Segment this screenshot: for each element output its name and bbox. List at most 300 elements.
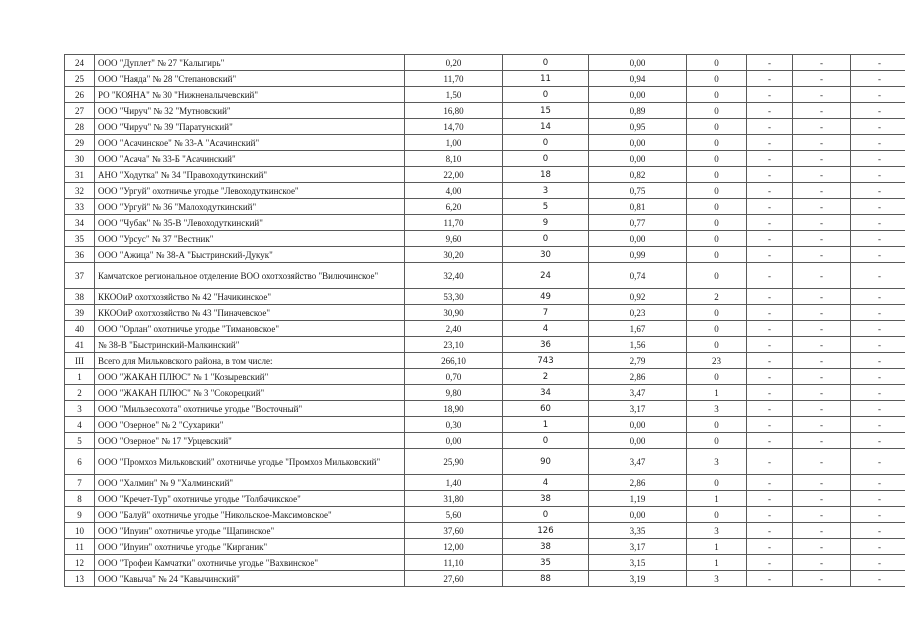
empty-cell-3: - <box>851 183 905 199</box>
density-cell: 0,75 <box>589 183 687 199</box>
organization-name-cell: ООО "Асачинское" № 33-А "Асачинский" <box>95 135 405 151</box>
organization-name-cell: ООО "Чируч" № 39 "Паратунский" <box>95 119 405 135</box>
empty-cell-1: - <box>747 353 793 369</box>
row-number-cell: 11 <box>65 539 95 555</box>
empty-cell-3: - <box>851 539 905 555</box>
area-cell: 14,70 <box>405 119 503 135</box>
count-cell: 18 <box>503 167 589 183</box>
empty-cell-2: - <box>793 433 851 449</box>
organization-name-cell: ООО "Халмин" № 9 "Халминский" <box>95 475 405 491</box>
empty-cell-1: - <box>747 103 793 119</box>
density-cell: 3,47 <box>589 449 687 475</box>
count-cell: 38 <box>503 539 589 555</box>
table-row <box>65 337 905 353</box>
quota-cell: 3 <box>687 523 747 539</box>
row-number-cell: 8 <box>65 491 95 507</box>
empty-cell-1: - <box>747 183 793 199</box>
row-number-cell: 31 <box>65 167 95 183</box>
organization-name-cell: ООО "Ажица" № 38-А "Быстринский-Дукук" <box>95 247 405 263</box>
empty-cell-2: - <box>793 247 851 263</box>
empty-cell-2: - <box>793 539 851 555</box>
organization-name-cell: ООО "ЖАКАН ПЛЮС" № 1 "Козыревский" <box>95 369 405 385</box>
count-cell: 0 <box>503 55 589 71</box>
empty-cell-1: - <box>747 491 793 507</box>
density-cell: 1,67 <box>589 321 687 337</box>
density-cell: 0,00 <box>589 55 687 71</box>
empty-cell-3: - <box>851 337 905 353</box>
organization-name-cell: ООО "Чируч" № 32 "Мутновский" <box>95 103 405 119</box>
table-row <box>65 539 905 555</box>
empty-cell-3: - <box>851 305 905 321</box>
empty-cell-3: - <box>851 289 905 305</box>
organization-name-cell: ООО "Асача" № 33-Б "Асачинский" <box>95 151 405 167</box>
table-row <box>65 183 905 199</box>
empty-cell-3: - <box>851 571 905 587</box>
quota-cell: 0 <box>687 337 747 353</box>
table-row <box>65 71 905 87</box>
empty-cell-3: - <box>851 475 905 491</box>
empty-cell-1: - <box>747 199 793 215</box>
area-cell: 32,40 <box>405 263 503 289</box>
density-cell: 3,17 <box>589 401 687 417</box>
organization-name-cell: ККООиР охотхозяйство № 43 "Пиначевское" <box>95 305 405 321</box>
quota-cell: 3 <box>687 571 747 587</box>
hunting-grounds-table <box>64 54 905 587</box>
row-number-cell: 40 <box>65 321 95 337</box>
quota-cell: 1 <box>687 491 747 507</box>
table-body <box>65 55 905 587</box>
organization-name-cell: ООО "Трофеи Камчатки" охотничье угодье "Вахвинское" <box>95 555 405 571</box>
area-cell: 11,70 <box>405 215 503 231</box>
density-cell: 0,74 <box>589 263 687 289</box>
density-cell: 0,94 <box>589 71 687 87</box>
organization-name-cell: ООО "Промхоз Мильковский" охотничье угодье "Промхоз Мильковский" <box>95 449 405 475</box>
empty-cell-2: - <box>793 263 851 289</box>
organization-name-cell: ООО "Иnуин" охотничье угодье "Кирганик" <box>95 539 405 555</box>
empty-cell-2: - <box>793 417 851 433</box>
density-cell: 0,00 <box>589 433 687 449</box>
area-cell: 0,20 <box>405 55 503 71</box>
area-cell: 9,80 <box>405 385 503 401</box>
quota-cell: 0 <box>687 135 747 151</box>
density-cell: 1,19 <box>589 491 687 507</box>
count-cell: 9 <box>503 215 589 231</box>
quota-cell: 3 <box>687 401 747 417</box>
count-cell: 35 <box>503 555 589 571</box>
area-cell: 27,60 <box>405 571 503 587</box>
quota-cell: 0 <box>687 417 747 433</box>
row-number-cell: 13 <box>65 571 95 587</box>
area-cell: 1,00 <box>405 135 503 151</box>
empty-cell-2: - <box>793 199 851 215</box>
organization-name-cell: ООО "Ургуй" № 36 "Малоходуткинский" <box>95 199 405 215</box>
table-row <box>65 369 905 385</box>
area-cell: 37,60 <box>405 523 503 539</box>
empty-cell-2: - <box>793 507 851 523</box>
empty-cell-3: - <box>851 507 905 523</box>
row-number-cell: 41 <box>65 337 95 353</box>
count-cell: 5 <box>503 199 589 215</box>
table-row <box>65 449 905 475</box>
density-cell: 0,00 <box>589 231 687 247</box>
table-row <box>65 475 905 491</box>
organization-name-cell: ООО "Кавыча" № 24 "Кавычинский" <box>95 571 405 587</box>
organization-name-cell: № 38-В "Быстринский-Малкинский" <box>95 337 405 353</box>
count-cell: 15 <box>503 103 589 119</box>
count-cell: 4 <box>503 475 589 491</box>
row-number-cell: III <box>65 353 95 369</box>
row-number-cell: 26 <box>65 87 95 103</box>
density-cell: 3,35 <box>589 523 687 539</box>
empty-cell-1: - <box>747 369 793 385</box>
empty-cell-1: - <box>747 167 793 183</box>
row-number-cell: 10 <box>65 523 95 539</box>
empty-cell-2: - <box>793 305 851 321</box>
empty-cell-2: - <box>793 385 851 401</box>
area-cell: 53,30 <box>405 289 503 305</box>
table-row <box>65 507 905 523</box>
empty-cell-1: - <box>747 55 793 71</box>
quota-cell: 0 <box>687 507 747 523</box>
row-number-cell: 12 <box>65 555 95 571</box>
density-cell: 3,47 <box>589 385 687 401</box>
density-cell: 0,00 <box>589 135 687 151</box>
row-number-cell: 29 <box>65 135 95 151</box>
area-cell: 6,20 <box>405 199 503 215</box>
area-cell: 0,00 <box>405 433 503 449</box>
quota-cell: 0 <box>687 321 747 337</box>
empty-cell-3: - <box>851 119 905 135</box>
organization-name-cell: ООО "Ургуй" охотничье угодье "Левоходуткинское" <box>95 183 405 199</box>
empty-cell-1: - <box>747 475 793 491</box>
density-cell: 0,77 <box>589 215 687 231</box>
count-cell: 30 <box>503 247 589 263</box>
density-cell: 0,99 <box>589 247 687 263</box>
quota-cell: 2 <box>687 289 747 305</box>
quota-cell: 1 <box>687 385 747 401</box>
empty-cell-2: - <box>793 321 851 337</box>
empty-cell-1: - <box>747 507 793 523</box>
row-number-cell: 34 <box>65 215 95 231</box>
area-cell: 11,70 <box>405 71 503 87</box>
empty-cell-1: - <box>747 417 793 433</box>
table-row <box>65 55 905 71</box>
area-cell: 16,80 <box>405 103 503 119</box>
empty-cell-3: - <box>851 353 905 369</box>
empty-cell-1: - <box>747 539 793 555</box>
table-row <box>65 571 905 587</box>
table-row <box>65 353 905 369</box>
count-cell: 0 <box>503 135 589 151</box>
density-cell: 0,82 <box>589 167 687 183</box>
empty-cell-2: - <box>793 87 851 103</box>
organization-name-cell: ККООиР охотхозяйство № 42 "Начикинское" <box>95 289 405 305</box>
table-row <box>65 289 905 305</box>
organization-name-cell: ООО "Кречет-Тур" охотничье угодье "Толбачикское" <box>95 491 405 507</box>
empty-cell-3: - <box>851 417 905 433</box>
empty-cell-1: - <box>747 71 793 87</box>
table-row <box>65 491 905 507</box>
area-cell: 18,90 <box>405 401 503 417</box>
organization-name-cell: ООО "Озерное" № 17 "Урцевский" <box>95 433 405 449</box>
table-row <box>65 119 905 135</box>
empty-cell-2: - <box>793 555 851 571</box>
empty-cell-1: - <box>747 215 793 231</box>
count-cell: 36 <box>503 337 589 353</box>
organization-name-cell: ООО "Урсус" № 37 "Вестник" <box>95 231 405 247</box>
row-number-cell: 28 <box>65 119 95 135</box>
count-cell: 0 <box>503 151 589 167</box>
density-cell: 3,15 <box>589 555 687 571</box>
empty-cell-1: - <box>747 401 793 417</box>
empty-cell-2: - <box>793 475 851 491</box>
empty-cell-3: - <box>851 491 905 507</box>
empty-cell-1: - <box>747 433 793 449</box>
density-cell: 0,00 <box>589 507 687 523</box>
empty-cell-3: - <box>851 523 905 539</box>
empty-cell-3: - <box>851 401 905 417</box>
table-row <box>65 523 905 539</box>
empty-cell-2: - <box>793 353 851 369</box>
density-cell: 3,19 <box>589 571 687 587</box>
empty-cell-2: - <box>793 71 851 87</box>
empty-cell-3: - <box>851 449 905 475</box>
area-cell: 9,60 <box>405 231 503 247</box>
empty-cell-3: - <box>851 199 905 215</box>
empty-cell-1: - <box>747 151 793 167</box>
table-row <box>65 247 905 263</box>
row-number-cell: 36 <box>65 247 95 263</box>
count-cell: 2 <box>503 369 589 385</box>
empty-cell-3: - <box>851 103 905 119</box>
empty-cell-2: - <box>793 369 851 385</box>
row-number-cell: 37 <box>65 263 95 289</box>
organization-name-cell: ООО "Иnуин" охотничье угодье "Щапинское" <box>95 523 405 539</box>
count-cell: 126 <box>503 523 589 539</box>
empty-cell-1: - <box>747 449 793 475</box>
quota-cell: 0 <box>687 247 747 263</box>
quota-cell: 0 <box>687 151 747 167</box>
count-cell: 34 <box>503 385 589 401</box>
table-row <box>65 417 905 433</box>
table-row <box>65 401 905 417</box>
quota-cell: 1 <box>687 555 747 571</box>
empty-cell-2: - <box>793 571 851 587</box>
organization-name-cell: ООО "ЖАКАН ПЛЮС" № 3 "Сокорецкий" <box>95 385 405 401</box>
quota-cell: 0 <box>687 103 747 119</box>
density-cell: 0,23 <box>589 305 687 321</box>
empty-cell-3: - <box>851 87 905 103</box>
empty-cell-3: - <box>851 263 905 289</box>
organization-name-cell: РО "КОЯНА" № 30 "Нижненалычевский" <box>95 87 405 103</box>
area-cell: 266,10 <box>405 353 503 369</box>
empty-cell-3: - <box>851 215 905 231</box>
count-cell: 0 <box>503 87 589 103</box>
area-cell: 30,20 <box>405 247 503 263</box>
row-number-cell: 39 <box>65 305 95 321</box>
density-cell: 2,86 <box>589 369 687 385</box>
row-number-cell: 5 <box>65 433 95 449</box>
quota-cell: 23 <box>687 353 747 369</box>
empty-cell-1: - <box>747 321 793 337</box>
density-cell: 2,86 <box>589 475 687 491</box>
quota-cell: 0 <box>687 433 747 449</box>
row-number-cell: 24 <box>65 55 95 71</box>
empty-cell-3: - <box>851 135 905 151</box>
empty-cell-1: - <box>747 263 793 289</box>
empty-cell-3: - <box>851 167 905 183</box>
empty-cell-1: - <box>747 119 793 135</box>
organization-name-cell: ООО "Дуплет" № 27 "Калыгирь" <box>95 55 405 71</box>
area-cell: 0,30 <box>405 417 503 433</box>
count-cell: 60 <box>503 401 589 417</box>
table-row <box>65 151 905 167</box>
density-cell: 2,79 <box>589 353 687 369</box>
empty-cell-1: - <box>747 305 793 321</box>
table-row <box>65 385 905 401</box>
empty-cell-3: - <box>851 151 905 167</box>
area-cell: 0,70 <box>405 369 503 385</box>
count-cell: 1 <box>503 417 589 433</box>
table-row <box>65 555 905 571</box>
empty-cell-2: - <box>793 231 851 247</box>
empty-cell-3: - <box>851 555 905 571</box>
empty-cell-2: - <box>793 151 851 167</box>
quota-cell: 1 <box>687 539 747 555</box>
area-cell: 31,80 <box>405 491 503 507</box>
empty-cell-2: - <box>793 289 851 305</box>
area-cell: 22,00 <box>405 167 503 183</box>
count-cell: 4 <box>503 321 589 337</box>
quota-cell: 0 <box>687 231 747 247</box>
empty-cell-3: - <box>851 71 905 87</box>
empty-cell-2: - <box>793 449 851 475</box>
empty-cell-2: - <box>793 167 851 183</box>
quota-cell: 0 <box>687 167 747 183</box>
quota-cell: 0 <box>687 183 747 199</box>
empty-cell-1: - <box>747 523 793 539</box>
density-cell: 0,81 <box>589 199 687 215</box>
row-number-cell: 3 <box>65 401 95 417</box>
count-cell: 3 <box>503 183 589 199</box>
empty-cell-2: - <box>793 135 851 151</box>
organization-name-cell: ООО "Чубак" № 35-В "Левоходуткинский" <box>95 215 405 231</box>
quota-cell: 0 <box>687 199 747 215</box>
table-row <box>65 321 905 337</box>
table-row <box>65 135 905 151</box>
row-number-cell: 32 <box>65 183 95 199</box>
area-cell: 30,90 <box>405 305 503 321</box>
table-row <box>65 215 905 231</box>
empty-cell-1: - <box>747 571 793 587</box>
area-cell: 12,00 <box>405 539 503 555</box>
density-cell: 0,00 <box>589 151 687 167</box>
area-cell: 4,00 <box>405 183 503 199</box>
count-cell: 7 <box>503 305 589 321</box>
row-number-cell: 6 <box>65 449 95 475</box>
table-row <box>65 433 905 449</box>
row-number-cell: 38 <box>65 289 95 305</box>
table-row <box>65 231 905 247</box>
area-cell: 25,90 <box>405 449 503 475</box>
row-number-cell: 35 <box>65 231 95 247</box>
quota-cell: 0 <box>687 305 747 321</box>
density-cell: 3,17 <box>589 539 687 555</box>
empty-cell-2: - <box>793 401 851 417</box>
table-row <box>65 199 905 215</box>
row-number-cell: 9 <box>65 507 95 523</box>
empty-cell-2: - <box>793 119 851 135</box>
empty-cell-1: - <box>747 337 793 353</box>
quota-cell: 0 <box>687 369 747 385</box>
organization-name-cell: ООО "Орлан" охотничье угодье "Тимановское" <box>95 321 405 337</box>
count-cell: 88 <box>503 571 589 587</box>
density-cell: 0,00 <box>589 417 687 433</box>
count-cell: 0 <box>503 433 589 449</box>
empty-cell-1: - <box>747 135 793 151</box>
density-cell: 0,00 <box>589 87 687 103</box>
organization-name-cell: ООО "Наяда" № 28 "Степановский" <box>95 71 405 87</box>
empty-cell-1: - <box>747 289 793 305</box>
row-number-cell: 7 <box>65 475 95 491</box>
table-row <box>65 263 905 289</box>
count-cell: 743 <box>503 353 589 369</box>
empty-cell-2: - <box>793 55 851 71</box>
quota-cell: 3 <box>687 449 747 475</box>
organization-name-cell: Всего для Мильковского района, в том числе: <box>95 353 405 369</box>
area-cell: 23,10 <box>405 337 503 353</box>
count-cell: 11 <box>503 71 589 87</box>
area-cell: 1,40 <box>405 475 503 491</box>
area-cell: 5,60 <box>405 507 503 523</box>
count-cell: 90 <box>503 449 589 475</box>
row-number-cell: 25 <box>65 71 95 87</box>
organization-name-cell: ООО "Балуй" охотничье угодье "Никольское-Максимовское" <box>95 507 405 523</box>
empty-cell-2: - <box>793 183 851 199</box>
quota-cell: 0 <box>687 55 747 71</box>
empty-cell-3: - <box>851 231 905 247</box>
empty-cell-3: - <box>851 369 905 385</box>
count-cell: 49 <box>503 289 589 305</box>
count-cell: 38 <box>503 491 589 507</box>
row-number-cell: 2 <box>65 385 95 401</box>
empty-cell-1: - <box>747 231 793 247</box>
quota-cell: 0 <box>687 119 747 135</box>
empty-cell-3: - <box>851 433 905 449</box>
empty-cell-1: - <box>747 247 793 263</box>
empty-cell-3: - <box>851 247 905 263</box>
count-cell: 0 <box>503 507 589 523</box>
empty-cell-2: - <box>793 215 851 231</box>
empty-cell-2: - <box>793 337 851 353</box>
row-number-cell: 33 <box>65 199 95 215</box>
empty-cell-3: - <box>851 321 905 337</box>
quota-cell: 0 <box>687 71 747 87</box>
count-cell: 14 <box>503 119 589 135</box>
quota-cell: 0 <box>687 475 747 491</box>
organization-name-cell: Камчатское региональное отделение ВОО охотхозяйство "Вилючинское" <box>95 263 405 289</box>
area-cell: 2,40 <box>405 321 503 337</box>
empty-cell-1: - <box>747 87 793 103</box>
density-cell: 0,89 <box>589 103 687 119</box>
organization-name-cell: ООО "Мильзесохота" охотничье угодье "Восточный" <box>95 401 405 417</box>
row-number-cell: 30 <box>65 151 95 167</box>
area-cell: 8,10 <box>405 151 503 167</box>
count-cell: 24 <box>503 263 589 289</box>
empty-cell-2: - <box>793 103 851 119</box>
empty-cell-2: - <box>793 523 851 539</box>
empty-cell-3: - <box>851 385 905 401</box>
